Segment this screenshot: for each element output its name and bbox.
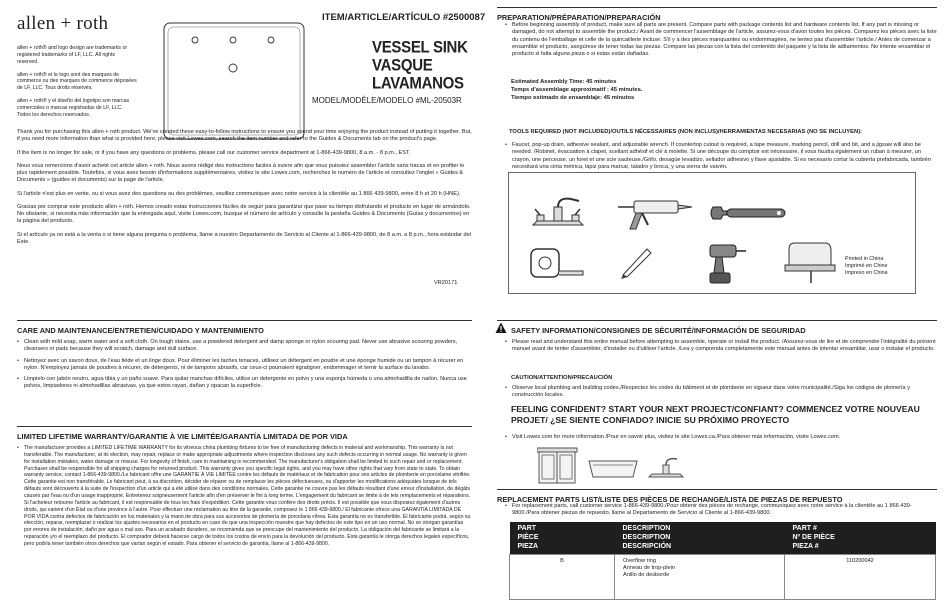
parts-paragraph: • For replacement parts, call customer service 1-866-439-9800./Pour obtenir des pièces de rechange, communiquez avec notre service à la clientèle au 1 866 439-9800./Para obtener piezas de repuesto, llame al Departamento de Servicio al Cliente al 1-866-439-9800. <box>505 503 937 518</box>
assembly-time-en: Estimated Assembly Time: 45 minutes <box>511 79 617 85</box>
faucet-icon <box>649 459 683 477</box>
safety-paragraph: • Please read and understand this entire manual before attempting to assemble, operate or install the product. /Assurez-vous de lire et de comprendre l'intégralité du présent manuel avant de tenter d'assembler, d'installer ou d'utiliser l'article. /Lea y comprenda completamente este manual antes de intentar ensamblar, usar o instalar el producto. <box>505 339 937 354</box>
sink-illustration <box>163 22 305 140</box>
tape-measure-icon <box>527 245 587 281</box>
trademark-note-es: allen + roth® y el diseño del logotipo son marcas comerciales o marcas registradas de LF, LLC. Todos los derechos reservados. <box>17 98 130 118</box>
intro-paragraph: If the item is no longer for sale, or if you have any questions or problems, please call our customer service department at 1-866-439-9800, 8 a.m. - 8 p.m., EST. <box>17 149 411 156</box>
printed-in-fr: Imprimé en Chine <box>845 263 888 270</box>
table-header-row <box>510 522 936 555</box>
list-item: • Limpielo con jabón neutro, agua tibia y un paño suave. Para quitar manchas difíciles, utilice un detergente en polvo y una esponja húmeda o una almohadilla de nailon. Nunca use polvos, limpiadores ni almohadillas abrasivas, ya que estos rayan, dañan y opacan la superficie. <box>17 376 472 391</box>
safety-heading-text: SAFETY INFORMATION/CONSIGNES DE SÉCURITÉ/INFORMACIÓN DE SEGURIDAD <box>511 326 806 335</box>
intro-paragraph: Nous vous remercions d'avoir acheté cet article allen + roth. Nous avons rédigé des instructions faciles à suivre afin que vous puissiez assembler l'article sans tracas et en profiter le plus rapidement possible. Toutefois, si vous avez besoin d'informations supplémentaires, visitez le site Lowes.com, recherchez le numéro de l'article et consultez l'onglet « Guides & Documents » (guides et documents) sur la page de l'article. <box>17 162 465 184</box>
adjustable-wrench-icon <box>709 201 789 225</box>
care-list <box>17 339 472 395</box>
assembly-time <box>511 79 642 102</box>
product-title-fr: VASQUE <box>372 56 433 76</box>
column-header-part: PART PIÈCE PIEZA <box>510 522 615 555</box>
preparation-text <box>505 22 937 62</box>
bathtub-icon <box>589 461 637 477</box>
printed-in-en: Printed in China <box>845 256 884 262</box>
trademark-note-fr: allen + roth® et le logo sont des marques de commerce ou des marques de commerce déposées de LF, LLC. Tous droits réservés. <box>17 71 137 92</box>
assembly-time-es: Tiempo estimado de ensamblaje: 45 minutos <box>511 94 635 101</box>
printed-in-es: Impreso en China <box>845 270 888 277</box>
printed-in <box>845 256 888 277</box>
column-header-part-number: PART # Nº DE PIÈCE PIEZA # <box>785 522 936 555</box>
part-letter: B <box>510 555 615 600</box>
column-header-description: DESCRIPTION DESCRIPTION DESCRIPCIÓN <box>615 522 785 555</box>
brand-logo: allen + roth <box>17 13 109 34</box>
caution-text <box>505 385 937 404</box>
warranty-paragraph: • The manufacturer provides a LIMITED LIFETIME WARRANTY for its vitreous china plumbing fixtures to be free of manufacturing defects in material and workmanship. This warranty is not transferable. The manufacturer, at its election, may repair, replace or make appropriate adjustments where inspection discloses any such defects occurring in normal usage. No warranty is given for installation mistakes, water damage or misuse. For longevity of finish, care in maintaining is recommended. The manufacturer's obligation shall be limited to such repair and or replacement. Purchaser shall be responsible for all shipping charges for returned product. This warranty gives you specific legal rights, and you may have other rights that vary from state to state. To obtain warranty service, contact 1-866-439-9800./Le fabricant offre une GARANTIE À VIE LIMITÉE contre les défauts de matériaux et de fabrication pour ses articles de plomberie en porcelaine vitrifiée. Cette garantie est non transférable. Le fabricant peut, à sa discrétion, décider de réparer ou de remplacer les pièces défectueuses, ou d'apporter les modifications adéquates lorsque de tels défauts sont découverts à la suite de l'inspection d'un article qui a été utilisé dans des conditions normales. Cette garantie ne couvre pas les défauts résultant d'une erreur d'installation, de dégâts causés par l'eau ou d'un usage inapproprié. Entretenez soigneusement l'article afin d'en préserver le fini à long terme. L'engagement du fabricant se limite à de tels remplacements et réparations. Si l'acheteur retourne l'article au fabricant, il est responsable de tous les frais d'expédition. Cette garantie vous confère des droits précis. Il est possible que vous disposiez également d'autres droits, qui varient d'un État ou d'une province à l'autre. Pour effectuer une réclamation au titre de la garantie, composez le 1 866 439-9800./ El fabricante ofrece una GARANTÍA LIMITADA DE POR VIDA contra defectos de fabricación en los materiales y la mano de obra para sus accesorios de plomería de porcelana vítrea. Esta garantía no es transferible. El fabricante podrá, según su elección, reparar, reemplazar o realizar los ajustes necesarios en el producto en caso de que una inspección muestre que hay defectos de este tipo en un uso normal. No se otorgan garantías por errores de instalación, daño por agua o mal uso. Para un acabado duradero, se recomienda que se preocupe del mantenimiento del producto. La obligación del fabricante se limitará a la reparación y/o el reemplazo del producto. El comprador deberá hacerse cargo de todos los costos de envío para la devolución del producto. Esta garantía le otorga derechos legales específicos, pero podría tener también otros derechos que varían según el estado. Para obtener el servicio de garantía, llame al 1-866-439-9800. <box>17 445 472 548</box>
safety-text <box>505 339 937 358</box>
list-item: • Clean with mild soap, warm water and a soft cloth. On tough stains, use a powdered detergent and damp sponge or nylon scouring pad. Never use abrasive scouring powders, cleansers or pads because they will scratch, damage and dull surface. <box>17 339 472 354</box>
document-code: VR20171 <box>434 280 458 286</box>
part-number: 110200042 <box>785 555 936 600</box>
parts-heading: REPLACEMENT PARTS LIST/LISTE DES PIÈCES DE RECHANGE/LISTA DE PIEZAS DE REPUESTO <box>497 489 937 504</box>
caution-paragraph: • Observe local plumbing and building codes./Respectez les codes du bâtiment et de plomberie en vigueur dans votre municipalité./Siga los códigos de plomería y construcción locales. <box>505 385 937 400</box>
warranty-heading: LIMITED LIFETIME WARRANTY/GARANTIE À VIE LIMITÉE/GARANTÍA LIMITADA DE POR VIDA <box>17 426 472 441</box>
parts-table <box>509 522 936 600</box>
trademark-note-en: allen + roth® and logo design are trademarks or registered trademarks of LF, LLC. All rights reserved. <box>17 45 128 65</box>
intro-paragraph: Si l'article n'est plus en vente, ou si vous avez des questions ou des problèmes, veuillez communiquer avec notre service à la clientèle au 1 866 439-9800, entre 8 h et 20 h (HNE). <box>17 190 461 197</box>
table-row <box>510 555 936 600</box>
list-item: • Nettoyez avec un savon doux, de l'eau tiède et un linge doux. Pour éliminer les taches tenaces, utilisez un détergent en poudre et une éponge humide ou un tampon à récurer en nylon. N'employez jamais de poudres à récurer, de détergents, ni de tampons abrasifs, car ceux-ci pourraient égratigner, endommager et ternir la surface du lavabo. <box>17 358 472 373</box>
intro-text <box>17 129 472 252</box>
product-title-en: VESSEL SINK <box>372 38 468 58</box>
vanity-icon <box>537 448 577 483</box>
visit-link-text: • Visit Lowes.com for more information /Pour en savoir plus, visitez le site Lowes.ca./Para obtener más información, visite Lowes.com. <box>505 434 937 441</box>
pencil-icon <box>617 243 657 279</box>
tools-text <box>505 142 937 175</box>
safety-heading <box>497 320 937 335</box>
part-description: Overflow ring Anneau de trop-plein Anillo de desborde <box>615 555 785 600</box>
preparation-heading: PREPARATION/PRÉPARATION/PREPARACIÓN <box>497 7 937 22</box>
intro-paragraph: Si el artículo ya no está a la venta o si tiene alguna pregunta o problema, llame a nuestro Departamento de Servicio al Cliente al 1-866-439-9800, de 8 a.m. a 8 p.m., hora estándar del Este. <box>17 231 471 245</box>
warranty-text <box>17 445 472 552</box>
model-number: MODEL/MODÈLE/MODELO #ML-20503R <box>312 96 462 105</box>
faucet-icon <box>527 191 589 231</box>
caution-label: CAUTION/ATTENTION/PRECAUCIÓN <box>511 375 613 381</box>
trademark-notes <box>17 45 137 125</box>
item-number: ITEM/ARTICLE/ARTÍCULO #2500087 <box>322 12 486 23</box>
preparation-paragraph: • Before beginning assembly of product, make sure all parts are present. Compare parts with package contents list and hardware contents list. If any part is missing or damaged, do not attempt to assemble the product./ Avant de commencer l'assemblage de l'article, assurez-vous d'avoir toutes les pièces. Comparez les pièces avec la liste du contenu de l'emballage et celle de la quincaillerie incluse. S'il y a des pièces manquantes ou endommagées, ne tentez pas d'assembler l'article./ Antes de comenzar a ensamblar el producto, asegúrese de tener todas las piezas. Compare las piezas con la lista del contenido del paquete y la lista de aditamentos. No intente ensamblar el producto si falta alguna pieza o si estas están dañadas. <box>505 22 937 58</box>
tools-heading: TOOLS REQUIRED (NOT INCLUDED)/OUTILS NÉCESSAIRES (NON INCLUS)/HERRAMIENTAS NECESARIAS (NO SE INCLUYEN): <box>509 129 863 135</box>
tools-paragraph: • Faucet, pop-up drain, adhesive sealant, and adjustable wrench. If countertop cutout is required, a tape measure, marking pencil, drill and bit, and a jigsaw will also be needed. /Robinet, évacuation à clapet, scellant adhésif et clé à molette. Si une découpe du comptoir est nécessaire, il vous faudra également un ruban à mesurer, un crayon, une perceuse, un foret et une scie sauteuse./Grifo, desagüe levadizo, sellador adhesivo y llave ajustable. Si es necesario cortar la cubierta prefabricada, también necesitará una cinta métrica, lápiz para marcar, taladro y broca, y una sierra de vaivén. <box>505 142 937 171</box>
parts-text <box>505 503 937 522</box>
confident-banner: FEELING CONFIDENT? START YOUR NEXT PROJECT/CONFIANT? COMMENCEZ VOTRE NOUVEAU PROJET/ ¿SE SIENTE CONFIADO? INICIE SU PRÓXIMO PROYECTO <box>511 404 920 426</box>
intro-paragraph: Thank you for purchasing this allen + roth product. We've created these easy-to-follow instructions to ensure you spend your time enjoying the product instead of putting it together. But, if you need more information than what is provided here, please visit Lowes.com, search the item number and refer to the Guides & Documents tab on the product's page. <box>17 129 472 143</box>
assembly-time-fr: Temps d'assemblage approximatif : 45 minutes. <box>511 86 643 93</box>
caulk-gun-icon <box>614 193 694 233</box>
care-heading: CARE AND MAINTENANCE/ENTRETIEN/CUIDADO Y MANTENIMIENTO <box>17 320 472 335</box>
related-products-illustration <box>537 443 687 488</box>
product-title-es: LAVAMANOS <box>372 74 464 94</box>
intro-paragraph: Gracias por comprar este producto allen + roth. Hemos creado estas instrucciones fáciles de seguir para garantizar que pase su tiempo disfrutando el producto en lugar de armándolo. No obstante, si necesita más información que la entregada aquí, visite Lowes.com, busque el número de artículo y consulte la pestaña Guides & Documents (Guías y documentos) en la página del producto. <box>17 203 471 225</box>
jigsaw-icon <box>781 239 837 285</box>
drill-icon <box>704 239 748 285</box>
